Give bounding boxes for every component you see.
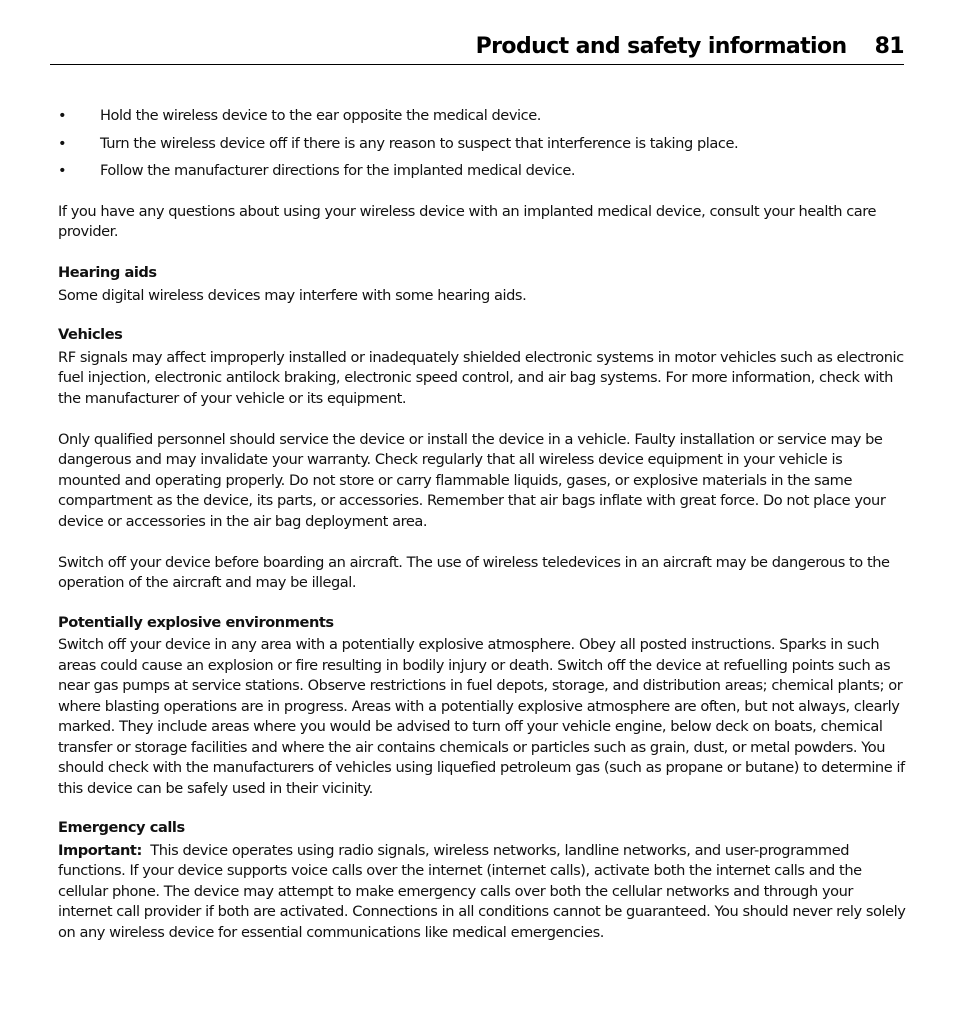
vehicles-section — [58, 325, 906, 594]
emergency-text-block — [58, 841, 906, 944]
hearing-aids-heading: Hearing aids — [58, 264, 157, 281]
explosive-section — [58, 613, 906, 800]
list-item — [58, 134, 906, 155]
list-item-text: Turn the wireless device off if there is any reason to suspect that interference is taking place. — [100, 134, 739, 152]
page-title: Product and safety information — [475, 34, 847, 59]
bullet-list — [58, 106, 906, 182]
vehicles-heading: Vehicles — [58, 326, 123, 343]
explosive-text: Switch off your device in any area with a potentially explosive atmosphere. Obey all posted instructions. Sparks in such areas could cause an explosion or fire resulting in bodily injury or death. Switch off the device at refuelling points such as near gas pumps at service stations. Observe restrictions in fuel depots, storage, and distribution areas; chemical plants; or where blasting operations are in progress. Areas with a potentially explosive atmosphere are often, but not always, clearly marked. They include areas where you would be advised to turn off your vehicle engine, below deck on boats, chemical transfer or storage facilities and where the air contains chemicals or particles such as grain, dust, or metal powders. You should check with the manufacturers of vehicles using liquefied petroleum gas (such as propane or butane) to determine if this device can be safely used in their vicinity. — [58, 636, 905, 797]
page-content — [58, 106, 906, 962]
list-item-text: Follow the manufacturer directions for the implanted medical device. — [100, 162, 576, 179]
page-header — [50, 30, 904, 65]
bullet-marker: • — [58, 134, 67, 152]
intro-paragraph: If you have any questions about using your wireless device with an implanted medical device, consult your health care provider. — [58, 202, 877, 240]
page-number: 81 — [874, 34, 904, 59]
emergency-text: This device operates using radio signals, wireless networks, landline networks, and user-programmed functions. If your device supports voice calls over the internet (internet calls), activate both the internet calls and the cellular phone. The device may attempt to make emergency calls over both the cellular networks and through your internet call provider if both are activated. Connections in all conditions cannot be guaranteed. You should never rely solely on any wireless device for essential communications like medical emergencies. — [58, 841, 906, 941]
hearing-aids-text: Some digital wireless devices may interfere with some hearing aids. — [58, 286, 527, 304]
hearing-aids-section — [58, 263, 906, 306]
vehicles-paragraph: RF signals may affect improperly installed or inadequately shielded electronic systems in motor vehicles such as electronic fuel injection, electronic antilock braking, electronic speed control, and air bag systems. For more information, check with the manufacturer of your vehicle or its equipment. — [58, 348, 904, 407]
list-item — [58, 106, 906, 127]
vehicles-paragraph: Only qualified personnel should service the device or install the device in a vehicle. Faulty installation or service may be dangerous and may invalidate your warranty. Check regularly that all wireless device equipment in your vehicle is mounted and operating properly. Do not store or carry flammable liquids, gases, or explosive materials in the same compartment as the device, its parts, or accessories. Remember that air bags inflate with great force. Do not place your device or accessories in the air bag deployment area. — [58, 430, 886, 530]
important-label: Important: — [58, 841, 142, 859]
emergency-heading: Emergency calls — [58, 819, 185, 836]
emergency-section — [58, 818, 906, 943]
vehicles-paragraph: Switch off your device before boarding an aircraft. The use of wireless teledevices in an aircraft may be dangerous to the operation of the aircraft and may be illegal. — [58, 553, 890, 591]
list-item-text: Hold the wireless device to the ear opposite the medical device. — [100, 107, 541, 124]
bullet-marker: • — [58, 107, 67, 124]
explosive-heading: Potentially explosive environments — [58, 613, 334, 631]
bullet-marker: • — [58, 162, 67, 179]
list-item — [58, 161, 906, 182]
header-title-row — [476, 34, 904, 59]
